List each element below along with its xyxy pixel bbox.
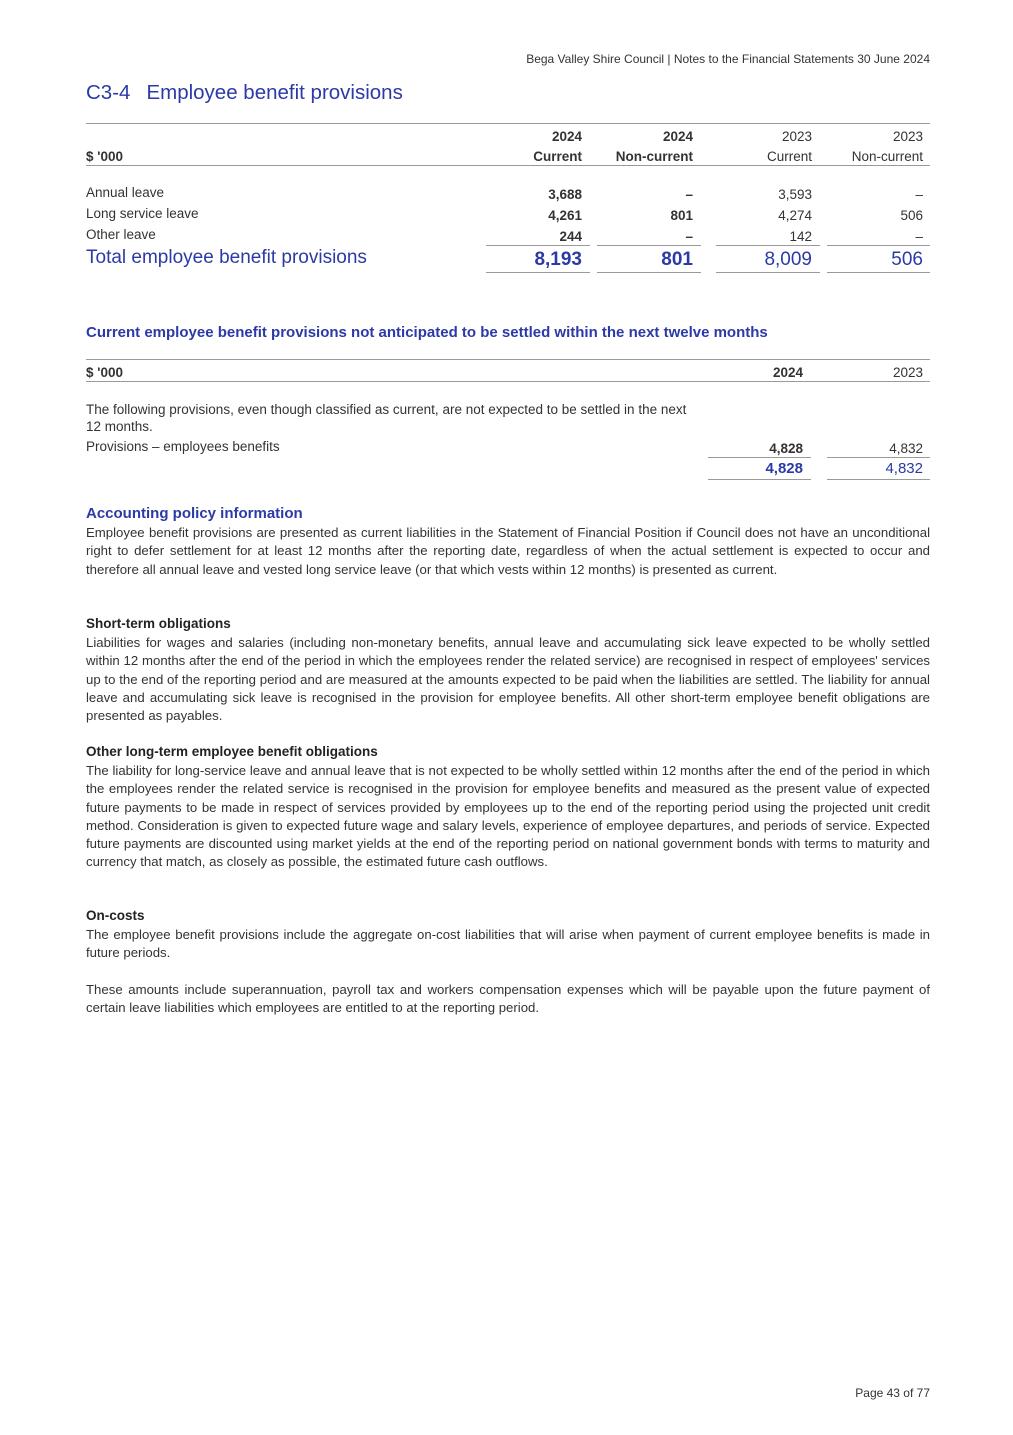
short-term-text: Liabilities for wages and salaries (including non-monetary benefits, annual leave and accumulating sick leave expected to be wholly settled within 12 months after the end of the period in which the employees render the related service) are recognised in respect of employees' services up to the end of the reporting period and are measured at the amounts expected to be paid when the liabilities are settled. The liability for annual leave and accumulating sick leave is recognised in the provision for employee benefits. All other short-term employee benefit obligations are presented as payables. (86, 635, 930, 724)
row-value: 3,688 (548, 187, 582, 202)
long-term-text: The liability for long-service leave and annual leave that is not expected to be wholly settled within 12 months after the end of the period in which the employees render the related service is recognised in the provision for employee benefits and measured as the present value of expected future payments to be made in respect of services provided by employees up to the end of the reporting period using the projected unit credit method. Consideration is given to expected future wage and salary levels, experience of employee departures, and periods of service. Expected future payments are discounted using market yields at the end of the reporting period on national government bonds with terms to maturity and currency that match, as closely as possible, the estimated future cash outflows. (86, 763, 930, 870)
on-costs-text-2: These amounts include superannuation, payroll tax and workers compensation expenses which will be payable upon the future payment of certain leave liabilities which employees are entitled to at the reporting period. (86, 982, 930, 1016)
row-value: 4,261 (548, 208, 582, 223)
table-top-rule (86, 359, 930, 360)
row-value: 801 (670, 208, 693, 223)
section-title-text: Employee benefit provisions (146, 81, 403, 104)
unit-label: $ '000 (86, 365, 123, 380)
total-rule (597, 272, 701, 273)
total-value: 506 (891, 249, 923, 270)
col-header-year: 2023 (781, 129, 812, 144)
row-value: 4,832 (889, 441, 923, 456)
policy-heading: Accounting policy information (86, 505, 303, 522)
header-bottom-rule (86, 165, 930, 166)
unit-label: $ '000 (86, 149, 123, 164)
row-value: 506 (900, 208, 923, 223)
header-bottom-rule (86, 381, 930, 382)
total-rule (716, 272, 820, 273)
col-header-year: 2024 (551, 129, 582, 144)
row-value: – (685, 229, 693, 244)
subtotal-rule (827, 245, 930, 246)
policy-intro: Employee benefit provisions are presented as current liabilities in the Statement of Financial Position if Council does not have an unconditional right to defer settlement for at least 12 months after the reporting date, regardless of when the actual settlement is expected to occur and therefore all annual leave and vested long service leave (or that which vests within 12 months) is presented as current. (86, 525, 930, 577)
total-rule (708, 479, 811, 480)
col-header-type: Current (766, 149, 812, 164)
row-value: 4,828 (769, 441, 803, 456)
col-header-year: 2023 (892, 365, 923, 380)
subtotal-rule (597, 245, 701, 246)
total-value: 8,193 (534, 249, 582, 270)
total-label: Total employee benefit provisions (86, 247, 367, 268)
row-value: – (915, 187, 923, 202)
row-value: – (685, 187, 693, 202)
row-label: Annual leave (86, 185, 165, 200)
on-costs-heading: On-costs (86, 908, 145, 923)
subsection-title: Current employee benefit provisions not anticipated to be settled within the next twelve months (86, 324, 768, 341)
subtotal-rule (708, 457, 811, 458)
total-rule (827, 479, 930, 480)
col-header-type: Current (533, 149, 582, 164)
row-label: Long service leave (86, 206, 199, 221)
on-costs-text: The employee benefit provisions include the aggregate on-cost liabilities that will arise when payment of current employee benefits is made in future periods. (86, 927, 930, 961)
col-header-year: 2024 (662, 129, 693, 144)
table-description: The following provisions, even though classified as current, are not expected to be settled in the next 12 months. (86, 402, 687, 434)
row-label: Provisions – employees benefits (86, 439, 280, 454)
row-value: 4,274 (778, 208, 812, 223)
col-header-type: Non-current (851, 149, 923, 164)
page-number: Page 43 of 77 (855, 1386, 930, 1400)
short-term-heading: Short-term obligations (86, 616, 231, 631)
subtotal-rule (486, 245, 590, 246)
row-value: – (915, 229, 923, 244)
col-header-type: Non-current (615, 149, 693, 164)
table-top-rule (86, 123, 930, 124)
total-value: 8,009 (764, 249, 812, 270)
row-value: 244 (559, 229, 582, 244)
subtotal-rule (827, 457, 930, 458)
subtotal-rule (716, 245, 820, 246)
total-value: 4,832 (885, 460, 923, 477)
row-label: Other leave (86, 227, 156, 242)
total-rule (486, 272, 590, 273)
col-header-year: 2024 (772, 365, 803, 380)
total-rule (827, 272, 930, 273)
total-value: 801 (661, 249, 693, 270)
long-term-heading: Other long-term employee benefit obligations (86, 744, 378, 759)
running-header: Bega Valley Shire Council | Notes to the Financial Statements 30 June 2024 (526, 52, 930, 66)
section-title (86, 81, 403, 105)
col-header-year: 2023 (892, 129, 923, 144)
section-number: C3-4 (86, 81, 131, 104)
row-value: 142 (789, 229, 812, 244)
total-value: 4,828 (765, 460, 803, 477)
row-value: 3,593 (778, 187, 812, 202)
